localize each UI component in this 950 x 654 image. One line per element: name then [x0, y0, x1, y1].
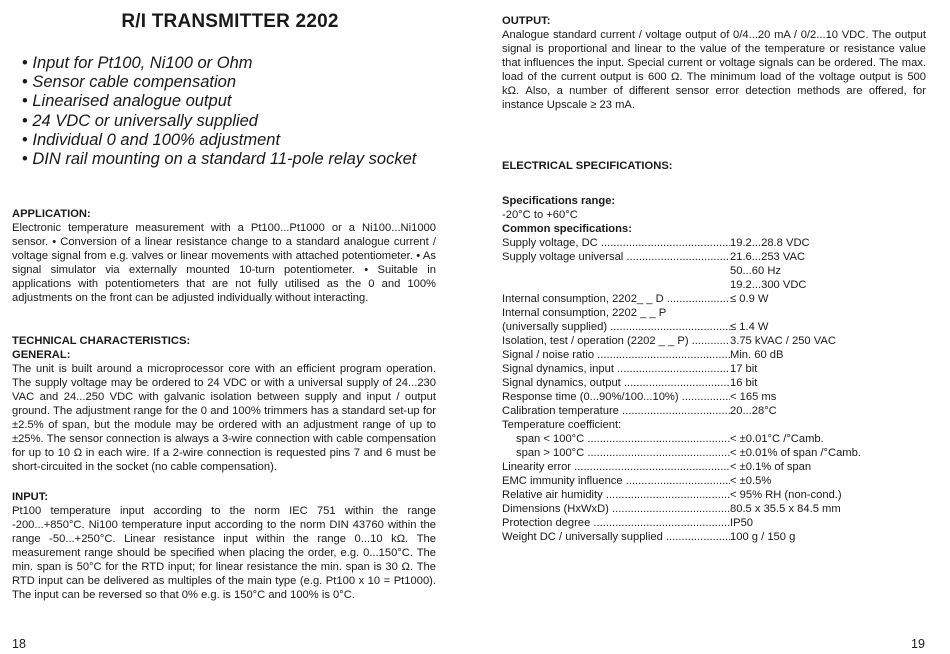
technical-section	[12, 334, 436, 474]
right-page	[475, 0, 950, 654]
specs-range-heading: Specifications range:	[502, 195, 616, 207]
general-text: The unit is built around a microprocessor core with an efficient program operation. The supply voltage may be ordered to 24 VDC or with a universal supply of 24...230 VAC and 24...250 VDC with galvanic isolation between supply and input / output ground. The adjustment range for the 0 and 100% trimmers has a standard set-up for ±2.5% of span, but the module may be ordered with an adjustment range of up to ±25%. The sensor connection is always a 3-wire connection with cable compensation for up to 10 Ω in each wire. If a 2-wire connection is requested pins 7 and 6 must be short-circuited in the socket (no cable compensation).	[12, 363, 436, 473]
spec-block	[502, 194, 922, 544]
spec-row	[502, 320, 922, 334]
output-section	[502, 14, 926, 112]
spec-row	[502, 446, 922, 460]
spec-value: 80.5 x 35.5 x 84.5 mm	[730, 503, 841, 515]
spec-row	[502, 530, 922, 544]
spec-row	[502, 502, 922, 516]
spec-value: < 95% RH (non-cond.)	[730, 489, 842, 501]
spec-label: Linearity error .....	[502, 460, 730, 474]
spec-row	[502, 516, 922, 530]
feature-item: • Sensor cable compensation	[22, 73, 416, 92]
spec-label: Supply voltage universal .....	[502, 250, 730, 264]
spec-row	[502, 488, 922, 502]
spec-value: < ±0.1% of span	[730, 461, 812, 473]
spec-row	[502, 306, 922, 320]
spec-label: Relative air humidity .....	[502, 488, 730, 502]
application-text: Electronic temperature measurement with a Pt100...Pt1000 or a Ni100...Ni1000 sensor. • Conversion of a linear resistance change to a standard analogue current / voltage signal from e.g. valves or linear movements with attached potentiometer. • As signal simulator via externally mounted 10-turn potentiometer. • Suitable in applications with potentiometers that are not fully utilised as the 0 and 100% adjustments on the front can be adjusted individually without interacting.	[12, 222, 436, 304]
document-title: R/I TRANSMITTER 2202	[121, 11, 339, 32]
common-specs-heading: Common specifications:	[502, 223, 632, 235]
spec-label: Calibration temperature .....	[502, 404, 730, 418]
spec-label: Protection degree .....	[502, 516, 730, 530]
spec-label: EMC immunity influence .....	[502, 474, 730, 488]
spec-row	[502, 390, 922, 404]
spec-value	[730, 306, 922, 320]
page-number-right: 19	[911, 637, 925, 651]
spec-row	[502, 460, 922, 474]
spec-value: 50...60 Hz	[730, 265, 781, 277]
spec-label	[502, 264, 730, 278]
input-text: Pt100 temperature input according to the norm IEC 751 within the range -200...+850°C. Ni100 temperature input according to the norm DIN 43760 within the range -50...+250°C. Linear resistance input within the range 0...10 kΩ. The measurement range should be specified when placing the order, e.g. 0...150°C. The min. span is 50°C for the RTD input; for linear resistance the min. span is 30 Ω. The RTD input can be delivered as multiples of the main type (e.g. Pt100 x 10 = Pt1000). The input can be reversed so that 0% e.g. is 150°C and 100% is 0°C.	[12, 505, 436, 601]
spec-value: 19.2...28.8 VDC	[730, 237, 810, 249]
spec-row	[502, 432, 922, 446]
spec-label: Response time (0...90%/100...10%) .....	[502, 390, 730, 404]
spec-row	[502, 250, 922, 264]
spec-row	[502, 334, 922, 348]
spec-row	[502, 362, 922, 376]
spec-value: IP50	[730, 517, 754, 529]
spec-value: < ±0.01°C /°Camb.	[730, 433, 824, 445]
spec-row	[502, 418, 922, 432]
spec-value: 20...28°C	[730, 405, 777, 417]
spec-value	[730, 418, 922, 432]
feature-item: • DIN rail mounting on a standard 11-pole relay socket	[22, 150, 416, 169]
page-number-left: 18	[12, 637, 26, 651]
spec-value: 100 g / 150 g	[730, 531, 796, 543]
spec-row	[502, 474, 922, 488]
feature-item: • Linearised analogue output	[22, 92, 416, 111]
general-subheading: GENERAL:	[12, 349, 71, 361]
spec-label: Signal dynamics, input .....	[502, 362, 730, 376]
spec-row	[502, 278, 922, 292]
spec-value: Min. 60 dB	[730, 349, 784, 361]
feature-list	[22, 54, 416, 169]
feature-item: • 24 VDC or universally supplied	[22, 112, 416, 131]
specs-range-value: -20°C to +60°C	[502, 209, 578, 221]
spec-label: span < 100°C .....	[502, 432, 730, 446]
spec-row	[502, 404, 922, 418]
spec-row	[502, 292, 922, 306]
spec-value: < ±0.5%	[730, 475, 772, 487]
spec-label: Weight DC / universally supplied .....	[502, 530, 730, 544]
feature-item: • Individual 0 and 100% adjustment	[22, 131, 416, 150]
application-section	[12, 207, 436, 305]
spec-label: (universally supplied) .....	[502, 320, 730, 334]
output-heading: OUTPUT:	[502, 15, 551, 27]
spec-value: < ±0.01% of span /°Camb.	[730, 447, 861, 459]
spec-value: 21.6...253 VAC	[730, 251, 806, 263]
input-section	[12, 490, 436, 602]
spec-label: Isolation, test / operation (2202 _ _ P) .....	[502, 334, 730, 348]
spec-label: Signal / noise ratio .....	[502, 348, 730, 362]
spec-label: span > 100°C .....	[502, 446, 730, 460]
spec-label: Signal dynamics, output .....	[502, 376, 730, 390]
spec-label: Dimensions (HxWxD) .....	[502, 502, 730, 516]
technical-heading: TECHNICAL CHARACTERISTICS:	[12, 335, 191, 347]
spec-value: 3.75 kVAC / 250 VAC	[730, 335, 836, 347]
spec-label: Temperature coefficient:	[502, 419, 622, 431]
spec-value: ≤ 1.4 W	[730, 321, 769, 333]
spec-value: 17 bit	[730, 363, 758, 375]
spec-label: Supply voltage, DC .....	[502, 236, 730, 250]
electrical-section	[502, 159, 926, 173]
feature-item: • Input for Pt100, Ni100 or Ohm	[22, 54, 416, 73]
spec-row	[502, 376, 922, 390]
output-text: Analogue standard current / voltage output of 0/4...20 mA / 0/2...10 VDC. The output signal is proportional and linear to the value of the temperature or resistance value that influences the input. Special current or voltage signals can be ordered. The max. load of the current output is 600 Ω. The minimum load of the voltage output is 500 kΩ. Also, a number of different sensor error detection methods are offered, for instance Upscale ≥ 23 mA.	[502, 29, 926, 111]
spec-value: 16 bit	[730, 377, 758, 389]
spec-row	[502, 236, 922, 250]
electrical-heading: ELECTRICAL SPECIFICATIONS:	[502, 160, 673, 172]
spec-row	[502, 348, 922, 362]
spec-label: Internal consumption, 2202_ _ D .....	[502, 292, 730, 306]
spec-row	[502, 264, 922, 278]
spec-label	[502, 278, 730, 292]
spec-value: < 165 ms	[730, 391, 777, 403]
application-heading: APPLICATION:	[12, 208, 91, 220]
spec-value: ≤ 0.9 W	[730, 293, 769, 305]
spec-label: Internal consumption, 2202 _ _ P	[502, 307, 667, 319]
spec-table	[502, 236, 922, 544]
spec-value: 19.2...300 VDC	[730, 279, 807, 291]
input-heading: INPUT:	[12, 491, 49, 503]
